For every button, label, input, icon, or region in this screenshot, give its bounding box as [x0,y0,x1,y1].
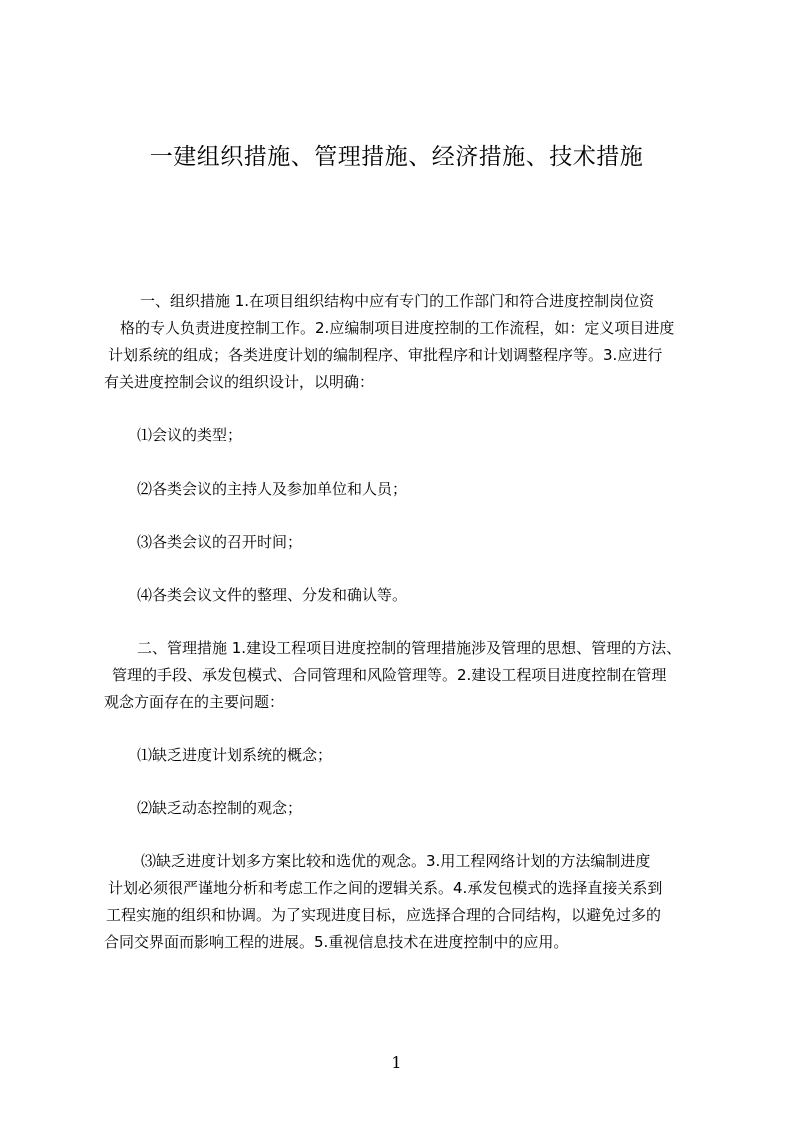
list-item: ⑷各类会议文件的整理、分发和确认等。 [137,586,408,604]
document-title: 一建组织措施、管理措施、经济措施、技术措施 [149,144,644,170]
paragraph-line: 合同交界面而影响工程的进展。5.重视信息技术在进度控制中的应用。 [104,933,569,951]
list-item: ⑴会议的类型； [137,426,243,444]
list-item: ⑶各类会议的召开时间； [137,533,303,551]
paragraph-line: 有关进度控制会议的组织设计，以明确： [104,373,375,391]
page-number: 1 [391,1053,402,1072]
paragraph-line: 管理的手段、承发包模式、合同管理和风险管理等。2.建设工程项目进度控制在管理 [112,666,667,684]
paragraph-line: 工程实施的组织和协调。为了实现进度目标，应选择合理的合同结构，以避免过多的 [106,906,662,924]
paragraph-line: ⑶缺乏进度计划多方案比较和选优的观念。3.用工程网络计划的方法编制进度 [141,852,651,870]
paragraph-line: 观念方面存在的主要问题： [104,693,285,711]
paragraph-line: 二、管理措施 1.建设工程项目进度控制的管理措施涉及管理的思想、管理的方法、 [137,639,682,657]
list-item: ⑵各类会议的主持人及参加单位和人员； [137,480,408,498]
paragraph-line: 计划必须很严谨地分析和考虑工作之间的逻辑关系。4.承发包模式的选择直接关系到 [108,879,663,897]
paragraph-line: 计划系统的组成；各类进度计划的编制程序、审批程序和计划调整程序等。3.应进行 [108,346,663,364]
paragraph-line: 一、组织措施 1.在项目组织结构中应有专门的工作部门和符合进度控制岗位资 [140,292,655,310]
paragraph-line: 格的专人负责进度控制工作。2.应编制项目进度控制的工作流程，如：定义项目进度 [120,319,675,337]
list-item: ⑵缺乏动态控制的观念； [137,799,303,817]
list-item: ⑴缺乏进度计划系统的概念； [137,746,333,764]
